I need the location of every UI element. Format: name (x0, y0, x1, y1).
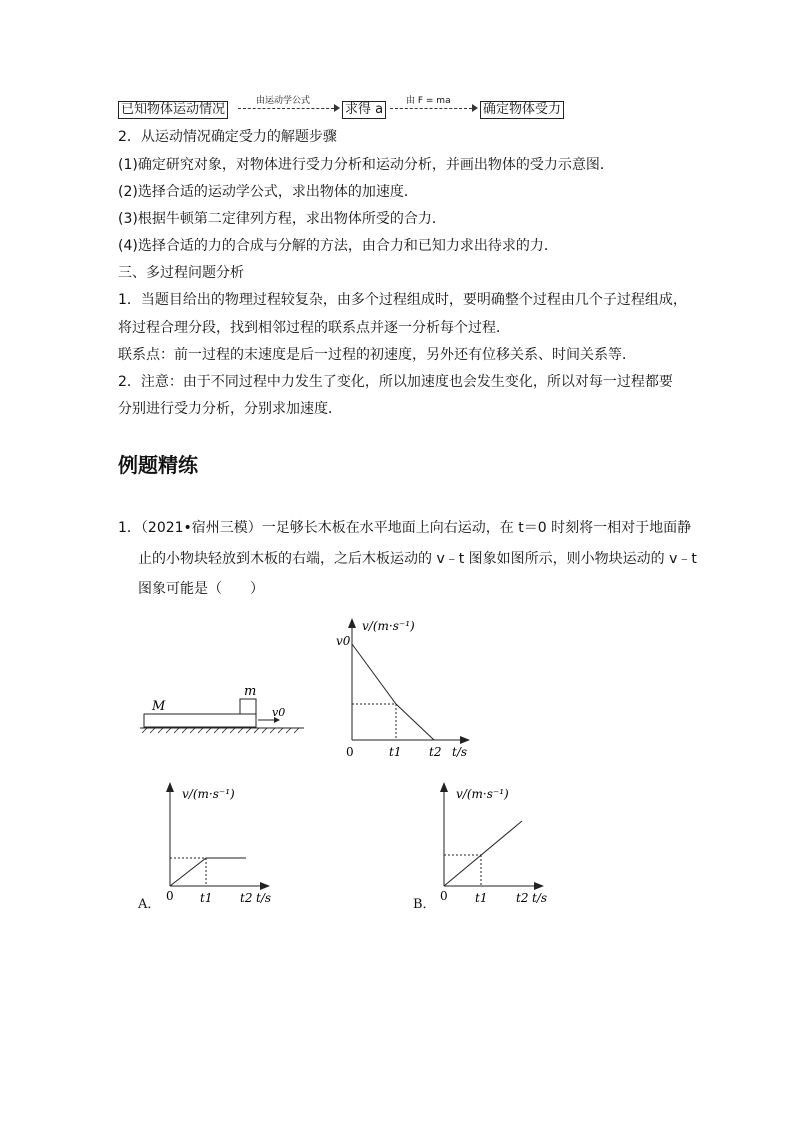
question-line-1: 1．（2021•宿州三模）一足够长木板在水平地面上向右运动，在 t＝0 时刻将一相对于地面静 (118, 520, 692, 536)
paragraph-step-4: (4)选择合适的力的合成与分解的方法，由合力和已知力求出待求的力． (118, 238, 558, 254)
flow-arrow2-head (472, 104, 478, 112)
option-a-origin: 0 (166, 889, 174, 903)
paragraph-multiprocess-1b: 将过程合理分段，找到相邻过程的联系点并逐一分析每个过程． (118, 320, 510, 336)
option-b-velocity-line (444, 821, 522, 886)
x-axis-label: t/s (452, 745, 468, 759)
section-title: 例题精练 (118, 453, 198, 477)
option-b-y-arrowhead (440, 782, 448, 792)
option-b-graph (424, 770, 564, 910)
option-a-label: A． (138, 897, 161, 912)
wooden-board (144, 714, 256, 727)
paragraph-multiprocess-1a: 1．当题目给出的物理过程较复杂，由多个过程组成时，要明确整个过程由几个子过程组成， (118, 292, 687, 308)
option-a-y-label: v/(m·s⁻¹) (182, 787, 235, 801)
flow-box-get-a: 求得 a (342, 101, 386, 119)
ground-hatching (142, 728, 299, 733)
option-a-x-label: t/s (256, 891, 272, 905)
paragraph-multiprocess-title: 三、多过程问题分析 (118, 265, 244, 281)
board-vt-graph (330, 612, 480, 760)
flow-arrow1-label: 由运动学公式 (256, 96, 311, 106)
flow-box-determine-force: 确定物体受力 (480, 101, 564, 119)
option-b-x-label: t/s (532, 891, 548, 905)
small-block (240, 699, 256, 714)
flow-arrow1-line (238, 108, 334, 109)
block-label: m (244, 684, 257, 699)
solution-flow-diagram (118, 93, 578, 123)
option-a-x-arrowhead (260, 882, 270, 890)
option-a-y-arrowhead (166, 782, 174, 792)
option-b-t2: t2 (516, 891, 529, 905)
flow-arrow1-head (334, 104, 340, 112)
option-a-t2: t2 (240, 891, 253, 905)
paragraph-note-a: 2．注意：由于不同过程中力发生了变化，所以加速度也会发生变化，所以对每一过程都要 (118, 374, 673, 390)
option-a-velocity-line (170, 858, 246, 886)
option-a-graph (150, 770, 280, 910)
flow-arrow2-label: 由 F = ma (406, 96, 451, 106)
flow-arrow2-line (390, 108, 472, 109)
flow-box-known-motion: 已知物体运动情况 (118, 101, 228, 119)
option-a-t1: t1 (200, 891, 213, 905)
velocity-label: v0 (272, 706, 286, 719)
t1-tick: t1 (389, 745, 402, 759)
option-b-origin: 0 (440, 889, 448, 903)
paragraph-step-3: (3)根据牛顿第二定律列方程，求出物体所受的合力． (118, 211, 446, 227)
y-axis-label: v/(m·s⁻¹) (362, 619, 415, 633)
t2-tick: t2 (429, 745, 442, 759)
paragraph-connection-point: 联系点：前一过程的末速度是后一过程的初速度，另外还有位移关系、时间关系等． (118, 347, 636, 363)
board-velocity-line (352, 644, 434, 740)
x-axis-arrowhead (460, 736, 470, 744)
paragraph-step-2: (2)选择合适的运动学公式，求出物体的加速度． (118, 184, 418, 200)
question-line-2: 止的小物块轻放到木板的右端，之后木板运动的 v﹣t 图象如图所示，则小物块运动的 v﹣t (138, 551, 697, 567)
v0-tick: v0 (336, 634, 351, 648)
y-axis-arrowhead (348, 618, 356, 628)
question-line-3: 图象可能是（ ） (138, 581, 264, 597)
option-b-label: B． (413, 897, 436, 912)
paragraph-note-b: 分别进行受力分析，分别求加速度． (118, 401, 342, 417)
origin-label: 0 (346, 745, 354, 759)
paragraph-steps-title: 2．从运动情况确定受力的解题步骤 (118, 129, 337, 145)
option-b-x-arrowhead (534, 882, 544, 890)
option-b-y-label: v/(m·s⁻¹) (456, 787, 509, 801)
board-label: M (152, 699, 166, 714)
board-block-figure (136, 680, 316, 740)
paragraph-step-1: (1)确定研究对象，对物体进行受力分析和运动分析，并画出物体的受力示意图． (118, 157, 614, 173)
option-b-t1: t1 (475, 891, 488, 905)
